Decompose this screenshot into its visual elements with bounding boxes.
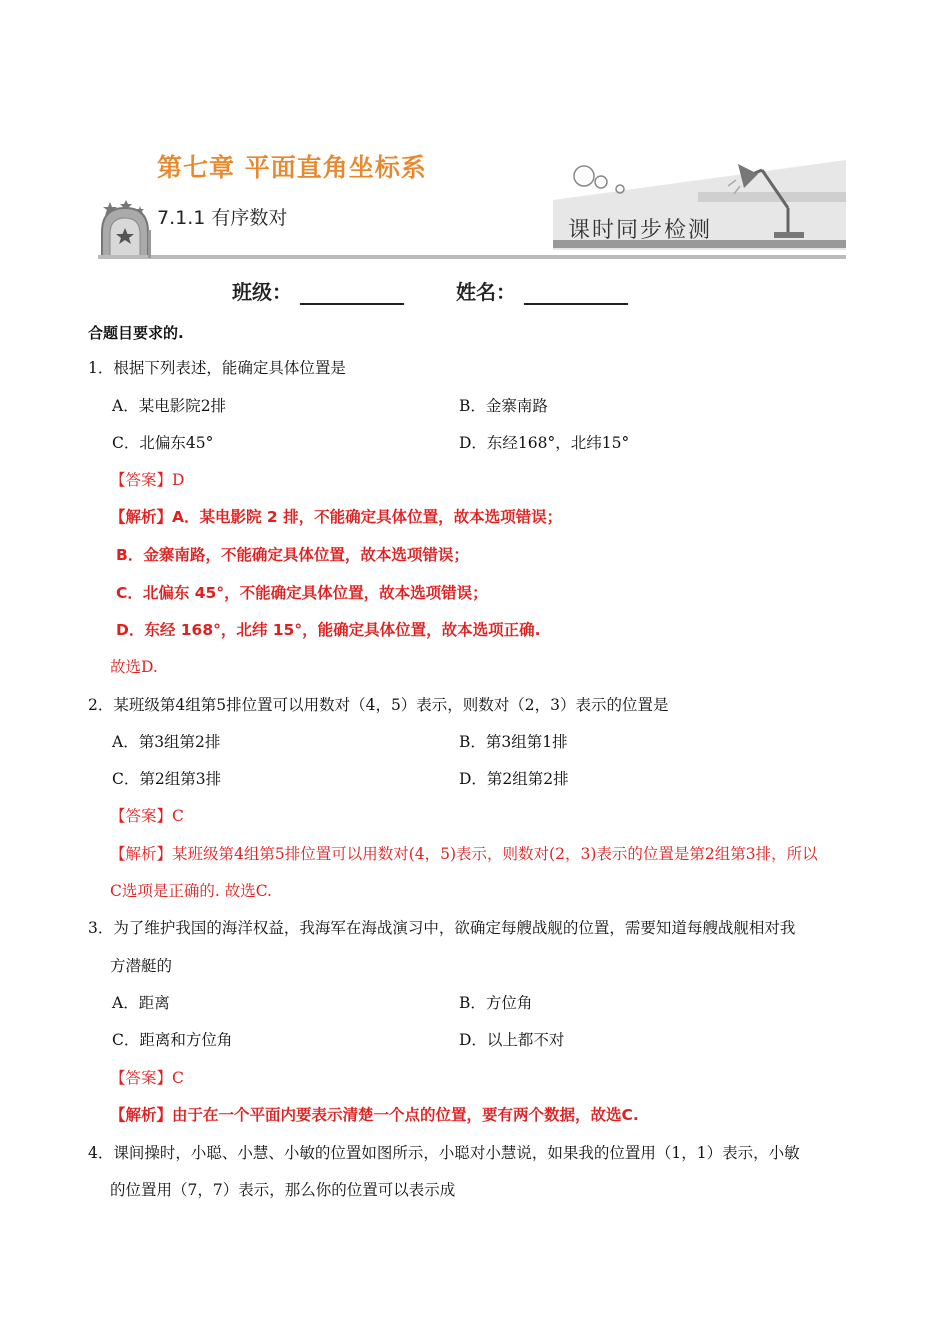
q3-explanation-line: 【解析】由于在一个平面内要表示清楚一个点的位置，要有两个数据，故选C. — [110, 1106, 639, 1124]
question-3-stem-cont: 方潜艇的 — [110, 957, 173, 975]
name-label: 姓名： — [456, 280, 516, 304]
q1-explanation-line: B．金寨南路，不能确定具体位置，故本选项错误； — [116, 546, 469, 564]
q2-option-d: D．第2组第2排 — [459, 770, 569, 788]
question-2-stem: 2．某班级第4组第5排位置可以用数对（4，5）表示，则数对（2，3）表示的位置是 — [88, 696, 669, 714]
q1-option-b: B．金寨南路 — [459, 397, 548, 415]
question-4-stem-cont: 的位置用（7，7）表示，那么你的位置可以表示成 — [110, 1181, 456, 1199]
question-3-stem: 3．为了维护我国的海洋权益，我海军在海战演习中，欲确定每艘战舰的位置，需要知道每艘战舰相对我 — [88, 919, 796, 937]
circle-icon — [595, 176, 607, 188]
q1-explanation-line: C．北偏东 45°，不能确定具体位置，故本选项错误； — [116, 584, 488, 602]
class-label: 班级： — [232, 280, 292, 304]
question-4-stem: 4．课间操时，小聪、小慧、小敏的位置如图所示，小聪对小慧说，如果我的位置用（1，1）表示，小敏 — [88, 1144, 800, 1162]
q2-option-c: C．第2组第3排 — [112, 770, 222, 788]
q3-option-a: A．距离 — [112, 994, 170, 1012]
q2-explanation-line: 【解析】某班级第4组第5排位置可以用数对(4，5)表示，则数对(2，3)表示的位置是第2组第3排，所以 — [110, 845, 818, 863]
q1-answer: 【答案】D — [110, 471, 185, 489]
q2-explanation-line: C选项是正确的. 故选C. — [110, 882, 272, 900]
section-title: 7.1.1 有序数对 — [157, 207, 288, 229]
q1-option-d: D．东经168°，北纬15° — [459, 434, 630, 452]
q3-option-d: D．以上都不对 — [459, 1031, 565, 1049]
chapter-title: 第七章 平面直角坐标系 — [157, 153, 427, 182]
q2-option-a: A．第3组第2排 — [112, 733, 221, 751]
q2-answer: 【答案】C — [110, 807, 184, 825]
q1-explanation-line: D．东经 168°，北纬 15°，能确定具体位置，故本选项正确. — [116, 621, 541, 639]
question-1-stem: 1．根据下列表述，能确定具体位置是 — [88, 359, 346, 377]
q3-answer: 【答案】C — [110, 1069, 184, 1087]
badge-text: 课时同步检测 — [568, 218, 713, 243]
q1-option-a: A．某电影院2排 — [112, 397, 227, 415]
q1-option-c: C．北偏东45° — [112, 434, 214, 452]
circle-icon — [574, 166, 594, 186]
q3-option-c: C．距离和方位角 — [112, 1031, 233, 1049]
class-input-line[interactable] — [300, 285, 404, 305]
lead-text: 合题目要求的. — [88, 324, 184, 342]
q3-option-b: B．方位角 — [459, 994, 533, 1012]
q1-explanation-line: 故选D. — [110, 658, 158, 676]
q2-option-b: B．第3组第1排 — [459, 733, 568, 751]
q1-explanation-line: 【解析】A．某电影院 2 排，不能确定具体位置，故本选项错误； — [110, 508, 563, 526]
name-input-line[interactable] — [524, 285, 628, 305]
